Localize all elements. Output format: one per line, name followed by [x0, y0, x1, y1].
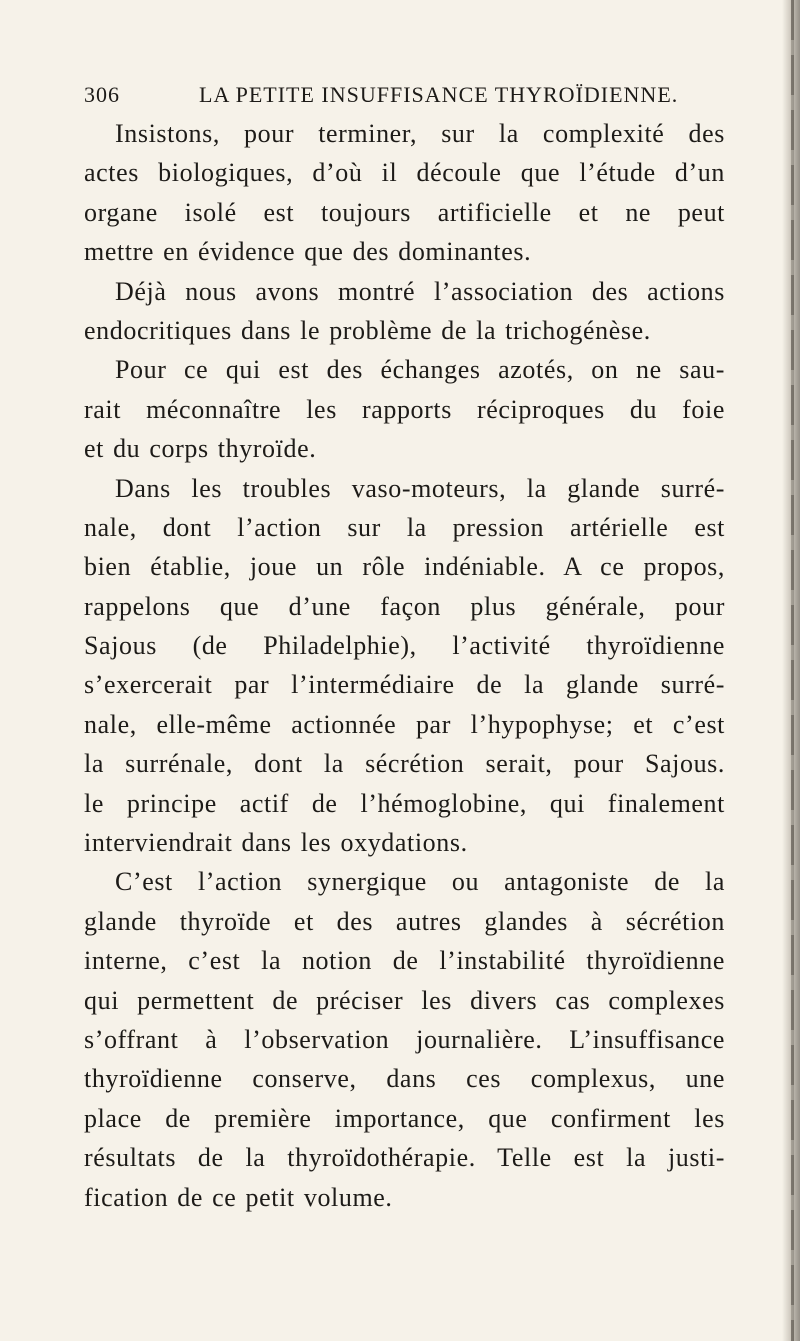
text-line: nale, elle-même actionnée par l’hypophyse; et c’est: [84, 709, 725, 739]
running-title: LA PETITE INSUFFISANCE THYROÏDIENNE.: [199, 82, 679, 107]
text-line: endocritiques dans le problème de la trichogénèse.: [84, 315, 651, 345]
text-line: rait méconnaître les rapports réciproques du foie: [84, 394, 725, 424]
page-edge-line: [791, 0, 794, 1341]
text-line: organe isolé est toujours artificielle et ne peut: [84, 197, 725, 227]
text-line: qui permettent de préciser les divers cas complexes: [84, 985, 725, 1015]
text-line: glande thyroïde et des autres glandes à sécrétion: [84, 906, 725, 936]
text-line: et du corps thyroïde.: [84, 434, 317, 464]
text-line: rappelons que d’une façon plus générale, pour: [84, 591, 725, 621]
text-line: place de première importance, que confirment les: [84, 1103, 725, 1133]
text-line: le principe actif de l’hémoglobine, qui finalement: [84, 788, 725, 818]
body-text: [84, 114, 725, 1217]
text-line: actes biologiques, d’où il découle que l’étude d’un: [84, 158, 725, 188]
text-line: bien établie, joue un rôle indéniable. A ce propos,: [84, 552, 725, 582]
text-line: interne, c’est la notion de l’instabilité thyroïdienne: [84, 946, 725, 976]
text-line: thyroïdienne conserve, dans ces complexus, une: [84, 1064, 725, 1094]
text-line: Déjà nous avons montré l’association des actions: [115, 276, 725, 306]
running-head: [84, 82, 724, 112]
text-line: Sajous (de Philadelphie), l’activité thyroïdienne: [84, 631, 725, 661]
text-line: mettre en évidence que des dominantes.: [84, 237, 532, 267]
text-line: Dans les troubles vaso-moteurs, la glande surré-: [115, 473, 725, 503]
text-line: C’est l’action synergique ou antagoniste de la: [115, 867, 725, 897]
text-line: s’offrant à l’observation journalière. L’insuffisance: [84, 1024, 725, 1054]
page-number: 306: [84, 82, 120, 107]
text-line: la surrénale, dont la sécrétion serait, pour Sajous.: [84, 749, 725, 779]
text-line: Pour ce qui est des échanges azotés, on ne sau-: [115, 355, 725, 385]
text-line: Insistons, pour terminer, sur la complexité des: [115, 119, 725, 148]
text-line: fication de ce petit volume.: [84, 1182, 393, 1212]
text-line: nale, dont l’action sur la pression artérielle est: [84, 512, 725, 542]
text-line: résultats de la thyroïdothérapie. Telle est la justi-: [84, 1143, 725, 1173]
text-line: interviendrait dans les oxydations.: [84, 828, 468, 858]
text-line: s’exercerait par l’intermédiaire de la glande surré-: [84, 670, 725, 700]
